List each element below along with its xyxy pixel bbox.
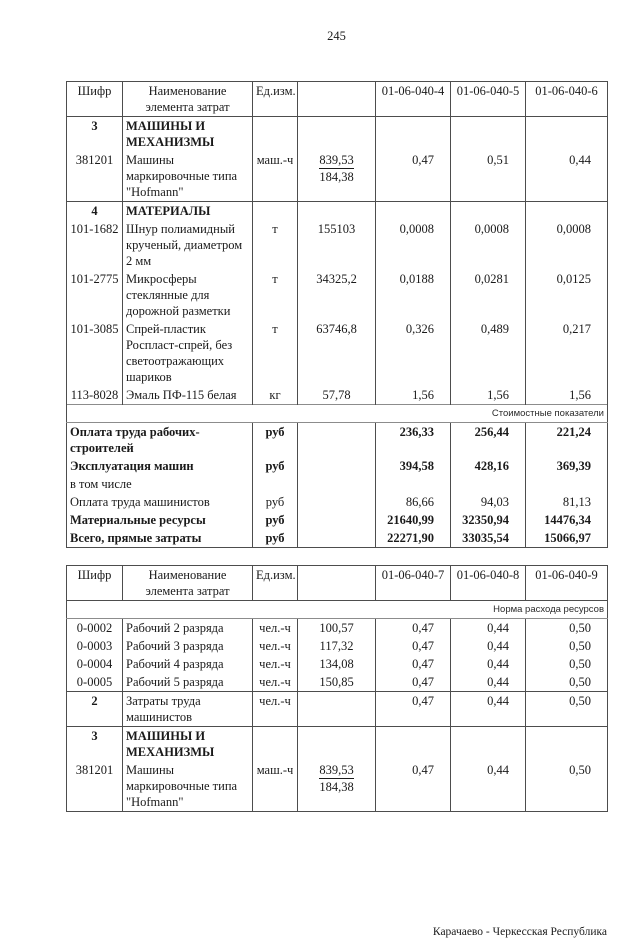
cell-value: 0,44: [451, 619, 526, 638]
cell-unit: чел.-ч: [253, 619, 298, 638]
cell-value: 0,0188: [376, 270, 451, 320]
header-cell-qty: [298, 566, 376, 601]
cell-name: Рабочий 5 разряда: [123, 673, 253, 692]
cost-row: [67, 529, 608, 548]
cell-value: 0,47: [376, 692, 451, 727]
table-row: [67, 220, 608, 270]
cell-qty: 150,85: [298, 673, 376, 692]
cell-empty: [526, 202, 608, 221]
cell-cost-label: Оплата труда машинистов: [67, 493, 253, 511]
header-cell-norm-1: 01-06-040-7: [376, 566, 451, 601]
section-row: [67, 692, 608, 727]
header-cell-name: Наименование элемента затрат: [123, 566, 253, 601]
cost-row: [67, 423, 608, 458]
cell-value: 0,326: [376, 320, 451, 386]
cell-code: 0-0005: [67, 673, 123, 692]
cell-unit: чел.-ч: [253, 692, 298, 727]
band-row: [67, 601, 608, 619]
cell-empty: [298, 511, 376, 529]
cell-cost-label: Оплата труда рабочих-строителей: [67, 423, 253, 458]
cell-value: 1,56: [526, 386, 608, 405]
fraction: [319, 762, 353, 795]
cell-cost-label: Материальные ресурсы: [67, 511, 253, 529]
cell-value: 21640,99: [376, 511, 451, 529]
table-row: [67, 320, 608, 386]
cell-unit: руб: [253, 511, 298, 529]
header-cell-code: Шифр: [67, 82, 123, 117]
cell-code: 0-0004: [67, 655, 123, 673]
cell-code: 101-3085: [67, 320, 123, 386]
cell-name: Микросферы стеклянные для дорожной разметки: [123, 270, 253, 320]
cell-empty: [298, 202, 376, 221]
cell-section-number: 2: [67, 692, 123, 727]
header-cell-norm-3: 01-06-040-9: [526, 566, 608, 601]
cell-value: 0,47: [376, 637, 451, 655]
cell-value: 0,0008: [451, 220, 526, 270]
cell-value: 256,44: [451, 423, 526, 458]
cell-cost-label: в том числе: [67, 475, 253, 493]
table-row: [67, 637, 608, 655]
table-row: [67, 761, 608, 812]
header-cell-unit: Ед.изм.: [253, 566, 298, 601]
cell-value: 394,58: [376, 457, 451, 475]
cell-code: 0-0003: [67, 637, 123, 655]
cell-section-number: 4: [67, 202, 123, 221]
table-row: [67, 673, 608, 692]
table-row: [67, 151, 608, 202]
table-row: [67, 386, 608, 405]
cell-qty: 100,57: [298, 619, 376, 638]
cell-value: [376, 475, 451, 493]
cell-value: 0,0008: [376, 220, 451, 270]
header-cell-qty: [298, 82, 376, 117]
cell-unit: [253, 475, 298, 493]
section-row: [67, 727, 608, 762]
cell-value: 0,50: [526, 761, 608, 812]
cell-section-title: МАТЕРИАЛЫ: [123, 202, 253, 221]
cost-row: [67, 457, 608, 475]
cell-name: Рабочий 2 разряда: [123, 619, 253, 638]
cell-section-title: МАШИНЫ И МЕХАНИЗМЫ: [123, 727, 253, 762]
cell-empty: [298, 529, 376, 548]
fraction-top: 839,53: [319, 153, 354, 167]
cell-value: 0,47: [376, 655, 451, 673]
header-cell-norm-1: 01-06-040-4: [376, 82, 451, 117]
cell-value: 0,47: [376, 619, 451, 638]
resource-norm-band: Норма расхода ресурсов: [67, 601, 608, 619]
cell-value: 0,44: [451, 637, 526, 655]
header-cell-norm-2: 01-06-040-8: [451, 566, 526, 601]
cell-name: Шнур полиамидный крученый, диаметром 2 мм: [123, 220, 253, 270]
section-row: [67, 117, 608, 152]
header-cell-code: Шифр: [67, 566, 123, 601]
cell-value: 0,47: [376, 761, 451, 812]
cell-name: Машины маркировочные типа "Hofmann": [123, 761, 253, 812]
cell-empty: [298, 692, 376, 727]
cell-value: 0,0125: [526, 270, 608, 320]
cell-value: 0,47: [376, 151, 451, 202]
cell-empty: [298, 493, 376, 511]
table-row: [67, 655, 608, 673]
cell-value: 15066,97: [526, 529, 608, 548]
cell-value: 0,44: [451, 655, 526, 673]
cell-name: Машины маркировочные типа "Hofmann": [123, 151, 253, 202]
cell-value: 236,33: [376, 423, 451, 458]
header-cell-norm-3: 01-06-040-6: [526, 82, 608, 117]
cell-empty: [451, 117, 526, 152]
cell-value: 32350,94: [451, 511, 526, 529]
cell-unit: т: [253, 220, 298, 270]
cell-unit: т: [253, 320, 298, 386]
header-cell-norm-2: 01-06-040-5: [451, 82, 526, 117]
page-number: 245: [327, 29, 346, 43]
cost-table-040-4-6: [66, 81, 608, 548]
cell-empty: [376, 727, 451, 762]
cell-name: Эмаль ПФ-115 белая: [123, 386, 253, 405]
cell-code: 113-8028: [67, 386, 123, 405]
cell-unit: маш.-ч: [253, 151, 298, 202]
cell-unit: чел.-ч: [253, 637, 298, 655]
norm-table-040-7-9: [66, 565, 608, 812]
cell-value: 0,50: [526, 655, 608, 673]
cell-section-number: 3: [67, 117, 123, 152]
cell-value: 0,50: [526, 637, 608, 655]
cell-value: [526, 475, 608, 493]
cell-cost-label: Всего, прямые затраты: [67, 529, 253, 548]
cell-value: 0,50: [526, 673, 608, 692]
table-header-row: [67, 566, 608, 601]
cell-empty: [298, 727, 376, 762]
cell-name: Затраты труда машинистов: [123, 692, 253, 727]
band-row: [67, 405, 608, 423]
cost-row: [67, 493, 608, 511]
cell-empty: [451, 727, 526, 762]
cell-code: 101-1682: [67, 220, 123, 270]
cell-empty: [253, 117, 298, 152]
cell-value: 22271,90: [376, 529, 451, 548]
cell-code: 101-2775: [67, 270, 123, 320]
cell-value: 428,16: [451, 457, 526, 475]
cell-value: 0,0008: [526, 220, 608, 270]
cell-qty: 155103: [298, 220, 376, 270]
cell-empty: [298, 423, 376, 458]
cell-empty: [376, 117, 451, 152]
cost-row: [67, 475, 608, 493]
cell-unit: руб: [253, 529, 298, 548]
cell-value: 81,13: [526, 493, 608, 511]
cell-section-title: МАШИНЫ И МЕХАНИЗМЫ: [123, 117, 253, 152]
table-gap: [66, 548, 607, 565]
cost-row: [67, 511, 608, 529]
cell-unit: руб: [253, 457, 298, 475]
cell-code: 0-0002: [67, 619, 123, 638]
fraction: [319, 152, 353, 185]
cell-empty: [526, 117, 608, 152]
cell-unit: чел.-ч: [253, 673, 298, 692]
header-cell-unit: Ед.изм.: [253, 82, 298, 117]
cell-value: 0,489: [451, 320, 526, 386]
cell-qty: 117,32: [298, 637, 376, 655]
cell-empty: [298, 117, 376, 152]
cell-unit: маш.-ч: [253, 761, 298, 812]
cell-code: 381201: [67, 761, 123, 812]
cell-unit: руб: [253, 493, 298, 511]
cell-unit: кг: [253, 386, 298, 405]
cell-code: 381201: [67, 151, 123, 202]
cell-cost-label: Эксплуатация машин: [67, 457, 253, 475]
cell-value: 0,50: [526, 619, 608, 638]
cell-unit: т: [253, 270, 298, 320]
cell-unit: чел.-ч: [253, 655, 298, 673]
cell-empty: [376, 202, 451, 221]
table-row: [67, 619, 608, 638]
cell-qty: 34325,2: [298, 270, 376, 320]
table-header-row: [67, 82, 608, 117]
cost-indicators-band: Стоимостные показатели: [67, 405, 608, 423]
cell-value: 221,24: [526, 423, 608, 458]
cell-value: 369,39: [526, 457, 608, 475]
cell-name: Рабочий 3 разряда: [123, 637, 253, 655]
cell-qty: [298, 761, 376, 812]
header-cell-name: Наименование элемента затрат: [123, 82, 253, 117]
cell-name: Рабочий 4 разряда: [123, 655, 253, 673]
cell-empty: [298, 475, 376, 493]
cell-value: 0,217: [526, 320, 608, 386]
region-footer: Карачаево - Черкесская Республика: [432, 926, 607, 938]
fraction-bottom: 184,38: [319, 170, 354, 184]
cell-value: 14476,34: [526, 511, 608, 529]
cell-empty: [253, 727, 298, 762]
cell-value: 33035,54: [451, 529, 526, 548]
table-row: [67, 270, 608, 320]
cell-value: 0,44: [451, 761, 526, 812]
cell-value: 1,56: [376, 386, 451, 405]
cell-qty: 134,08: [298, 655, 376, 673]
cell-empty: [298, 457, 376, 475]
cell-value: [451, 475, 526, 493]
cell-name: Спрей-пластик Роспласт-спрей, без светоотражающих шариков: [123, 320, 253, 386]
cell-qty: 57,78: [298, 386, 376, 405]
cell-value: 0,47: [376, 673, 451, 692]
cell-qty: 63746,8: [298, 320, 376, 386]
cell-qty: [298, 151, 376, 202]
cell-value: 0,51: [451, 151, 526, 202]
cell-value: 0,50: [526, 692, 608, 727]
cell-value: 0,44: [451, 692, 526, 727]
cell-value: 94,03: [451, 493, 526, 511]
cell-value: 0,0281: [451, 270, 526, 320]
cell-unit: руб: [253, 423, 298, 458]
cell-empty: [253, 202, 298, 221]
fraction-bottom: 184,38: [319, 780, 354, 794]
fraction-top: 839,53: [319, 763, 354, 777]
cell-section-number: 3: [67, 727, 123, 762]
cell-value: 86,66: [376, 493, 451, 511]
cell-empty: [451, 202, 526, 221]
cell-empty: [526, 727, 608, 762]
cell-value: 0,44: [451, 673, 526, 692]
section-row: [67, 202, 608, 221]
cell-value: 0,44: [526, 151, 608, 202]
cell-value: 1,56: [451, 386, 526, 405]
